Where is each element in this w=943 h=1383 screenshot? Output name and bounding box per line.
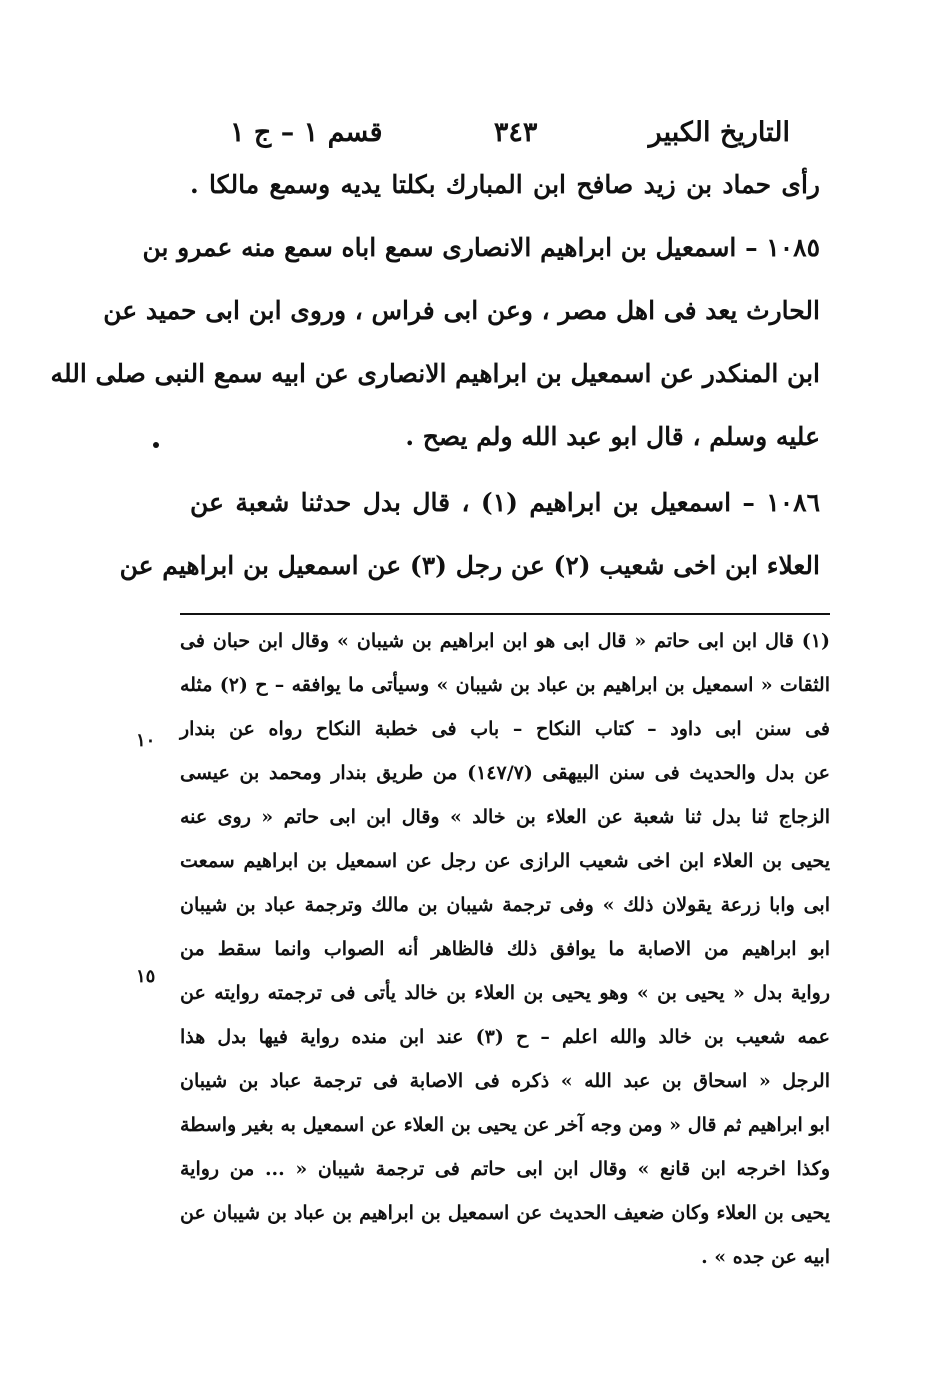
body-line: رأى حماد بن زيد صافح ابن المبارك بكلتا يديه وسمع مالكا . bbox=[190, 170, 820, 199]
footnote-separator bbox=[180, 613, 830, 615]
body-line-entry-1086: ١٠٨٦ – اسمعيل بن ابراهيم (١) ، قال بدل حدثنا شعبة عن bbox=[190, 488, 820, 517]
footnote-line: ابو ابراهيم من الاصابة ما يوافق ذلك فالظاهر أنه الصواب وانما سقط من bbox=[180, 938, 830, 960]
footnote-line: وكذا اخرجه ابن قانع » وقال ابن ابى حاتم فى ترجمة شيبان « ... من رواية bbox=[180, 1158, 830, 1180]
footnote-line: يحيى بن العلاء وكان ضعيف الحديث عن اسمعيل بن ابراهيم بن عباد بن شيبان عن bbox=[180, 1202, 830, 1224]
footnote-line: فى سنن ابى داود – كتاب النكاح – باب فى خطبة النكاح رواه عن بندار bbox=[180, 718, 830, 740]
margin-line-number-10: ١٠ bbox=[136, 730, 156, 751]
body-line: الحارث يعد فى اهل مصر ، وعن ابى فراس ، وروى ابن ابى حميد عن bbox=[103, 296, 820, 325]
main-text bbox=[50, 170, 820, 610]
body-line: ابن المنكدر عن اسمعيل بن ابراهيم الانصارى عن ابيه سمع النبى صلى الله bbox=[50, 359, 820, 388]
footnote-line: الرجل « اسحاق بن عبد الله » ذكره فى الاصابة فى ترجمة عباد بن شيبان bbox=[180, 1070, 830, 1092]
footnote-line: ابيه عن جده » . bbox=[701, 1246, 830, 1268]
footnote-line: (١) قال ابن ابى حاتم « قال ابى هو ابن ابراهيم بن شيبان » وقال ابن حبان فى bbox=[180, 630, 830, 652]
page-number: ٣٤٣ bbox=[493, 116, 538, 148]
footnote-line: عمه شعيب بن خالد والله اعلم – ح (٣) عند ابن منده رواية فيها بدل هذا bbox=[180, 1026, 830, 1048]
body-line: العلاء ابن اخى شعيب (٢) عن رجل (٣) عن اسمعيل بن ابراهيم عن bbox=[119, 551, 820, 580]
footnote-line: يحيى بن العلاء ابن اخى شعيب الرازى عن رجل عن اسمعيل بن ابراهيم سمعت bbox=[180, 850, 830, 872]
footnote-line: ابى وابا زرعة يقولان ذلك » وفى ترجمة شيبان بن مالك وترجمة عباد بن شيبان bbox=[180, 894, 830, 916]
footnotes bbox=[180, 630, 830, 1330]
margin-dot bbox=[153, 442, 159, 448]
margin-line-number-15: ١٥ bbox=[136, 966, 156, 987]
page-header bbox=[230, 110, 790, 154]
footnote-line: الثقات « اسمعيل بن ابراهيم بن عباد بن شيبان » وسيأتى ما يوافقه – ح (٢) مثله bbox=[180, 674, 830, 696]
body-line-entry-1085: ١٠٨٥ – اسمعيل بن ابراهيم الانصارى سمع اباه سمع منه عمرو بن bbox=[142, 233, 820, 262]
footnote-line: رواية بدل « يحيى بن » وهو يحيى بن العلاء بن خالد يأتى فى ترجمته روايته عن bbox=[180, 982, 830, 1004]
footnote-line: عن بدل والحديث فى سنن البيهقى (١٤٧/٧) من طريق بندار ومحمد بن عيسى bbox=[180, 762, 830, 784]
running-title: التاريخ الكبير bbox=[648, 116, 790, 148]
footnote-line: ابو ابراهيم ثم قال « ومن وجه آخر عن يحيى بن العلاء عن اسمعيل به بغير واسطة bbox=[180, 1114, 830, 1136]
volume-label: قسم ١ – ج ١ bbox=[230, 116, 383, 148]
footnote-line: الزجاج ثنا بدل ثنا شعبة عن العلاء بن خالد » وقال ابن ابى حاتم « روى عنه bbox=[180, 806, 830, 828]
body-line: عليه وسلم ، قال ابو عبد الله ولم يصح . bbox=[405, 422, 820, 451]
